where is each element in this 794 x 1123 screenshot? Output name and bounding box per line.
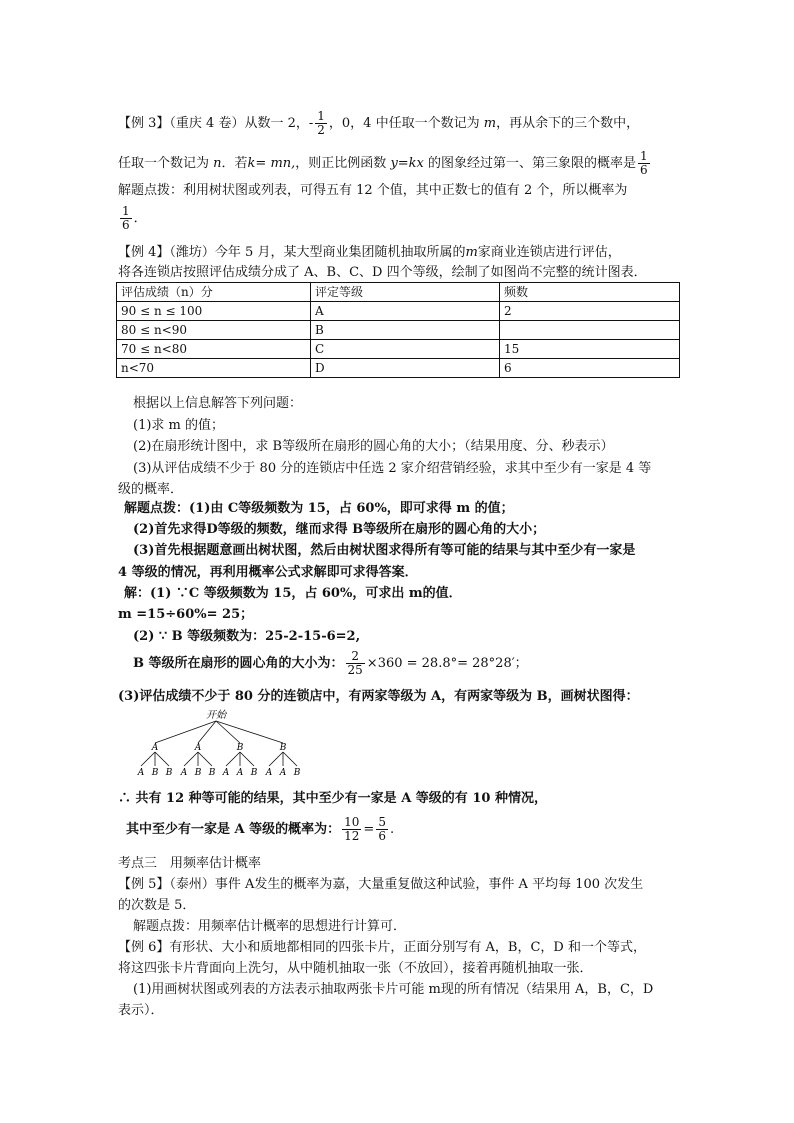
tree-leaf: B	[250, 768, 258, 778]
solution-2: m =15÷60%= 25；	[118, 607, 254, 622]
question-2: (2)在扇形统计图中，求 B等级所在扇形的圆心角的大小；（结果用度、分、秒表示）	[133, 439, 614, 454]
grade-table	[116, 282, 680, 378]
question-1: (1)求 m 的值；	[133, 418, 225, 433]
angle-fraction: $\frac{2}{25}$	[347, 649, 363, 677]
ex3-hint: 解题点拨：利用树状图或列表，可得五有 12 个值，其中正数七的值有 2 个，所以概率为	[118, 183, 628, 198]
ex4-intro-line2: 将各连锁店按照评估成绩分成了 A、B、C、D 四个等级，绘制了如图尚不完整的统计图表．	[118, 265, 647, 280]
table-row: n<70 D 6	[117, 359, 680, 378]
solution-6: ∴ 共有 12 种等可能的结果，其中至少有一家是 A 等级的有 10 种情况，	[118, 791, 547, 806]
tree-leaf: B	[293, 768, 301, 778]
hint-3-line2: 4 等级的情况，再利用概率公式求解即可求得答案．	[118, 565, 418, 580]
ex5-line2: 的次数是 5．	[118, 898, 196, 913]
tree-node: A	[194, 743, 202, 753]
table-row: 80 ≤ n<90 B	[117, 321, 680, 340]
solution-5: (3)评估成绩不少于 80 分的连锁店中，有两家等级为 A，有两家等级为 B，画树状图得：	[118, 689, 639, 704]
tree-leaf: B	[165, 768, 173, 778]
solution-7: 其中至少有一家是 A 等级的概率为： $\frac{10}{12}$ = $\frac{5}{6}$ .	[126, 815, 395, 843]
tree-leaf: A	[222, 768, 230, 778]
question-3-line2: 级的概率．	[118, 482, 184, 497]
ex3-answer-fraction: $\frac{1}{6}$	[640, 149, 648, 177]
ex3-line2: 任取一个数记为 n．若k= mn,，则正比例函数 y=kx 的图象经过第一、第三象限的概率是 $\frac{1}{6}$	[118, 149, 648, 177]
ex3-fraction-half: $\frac{1}{2}$	[317, 109, 325, 137]
ex3-tag: 【例 3】	[118, 116, 170, 131]
table-row: 90 ≤ n ≤ 100 A 2	[117, 302, 680, 321]
tree-leaf: A	[137, 768, 145, 778]
tree-leaf: A	[236, 768, 244, 778]
solution-3: (2) ∵ B 等级频数为：25-2-15-6=2,	[133, 629, 361, 644]
table-header-row: 评估成绩（n）分 评定等级 频数	[117, 283, 680, 302]
ex3-hint-fraction: $\frac{1}{6}$ ．	[122, 204, 147, 232]
ex6-line4: 表示）．	[118, 1003, 164, 1018]
tree-root: 开始	[206, 710, 226, 721]
tree-node: B	[279, 743, 287, 753]
solution-4: B 等级所在扇形的圆心角的大小为： $\frac{2}{25}$ ×360 = 28.8°= 28°28′；	[133, 649, 528, 677]
ex5-hint: 解题点拨：用频率估计概率的思想进行计算可．	[133, 919, 407, 934]
table-row: 70 ≤ n<80 C 15	[117, 340, 680, 359]
tree-leaf: A	[265, 768, 273, 778]
tree-leaf: B	[194, 768, 202, 778]
hint-3-line1: (3)首先根据题意画出树状图，然后由树状图求得所有等可能的结果与其中至少有一家是	[133, 543, 636, 558]
tree-node: B	[236, 743, 244, 753]
ex5-line1: 【例 5】（泰州）事件 A发生的概率为嘉，大量重复做这种试验，事件 A 平均每 100 次发生	[118, 877, 644, 892]
tree-leaf: B	[208, 768, 216, 778]
hint-1: 解题点拨：(1)由 C等级频数为 15，占 60%，即可求得 m 的值；	[124, 501, 514, 516]
tree-leaf: B	[151, 768, 159, 778]
hint-2: (2)首先求得D等级的频数，继而求得 B等级所在扇形的圆心角的大小；	[133, 522, 546, 537]
tree-node: A	[151, 743, 159, 753]
solution-1: 解：(1) ∵C 等级频数为 15，占 60%，可求出 m的值．	[124, 586, 462, 601]
probability-fraction-2: $\frac{5}{6}$	[378, 815, 386, 843]
ex6-line2: 将这四张卡片背面向上洗匀，从中随机抽取一张（不放回），接着再随机抽取一张．	[118, 961, 593, 976]
tree-leaf: A	[180, 768, 188, 778]
ex6-line1: 【例 6】有形状、大小和质地都相同的四张卡片，正面分别写有 A，B，C，D 和一个等式，	[118, 940, 646, 955]
tree-diagram	[130, 708, 310, 778]
tree-leaf: A	[279, 768, 287, 778]
ex6-line3: (1)用画树状图或列表的方法表示抽取两张卡片可能 m现的所有情况（结果用 A，B，C，D	[133, 982, 654, 997]
section-title: 考点三 用频率估计概率	[118, 856, 262, 871]
ex3-line1: 【例 3】（重庆 4 卷）从数一 2，- $\frac{1}{2}$ ，0，4 中任取一个数记为 m，再从余下的三个数中，	[118, 109, 640, 137]
questions-intro: 根据以上信息解答下列问题：	[133, 396, 303, 411]
probability-fraction-1: $\frac{10}{12}$	[344, 815, 360, 843]
question-3-line1: (3)从评估成绩不少于 80 分的连锁店中任选 2 家介绍营销经验，求其中至少有一家是 4 等	[133, 461, 652, 476]
ex4-intro-line1: 【例 4】（潍坊）今年 5 月，某大型商业集团随机抽取所属的m家商业连锁店进行评估，	[118, 245, 621, 260]
